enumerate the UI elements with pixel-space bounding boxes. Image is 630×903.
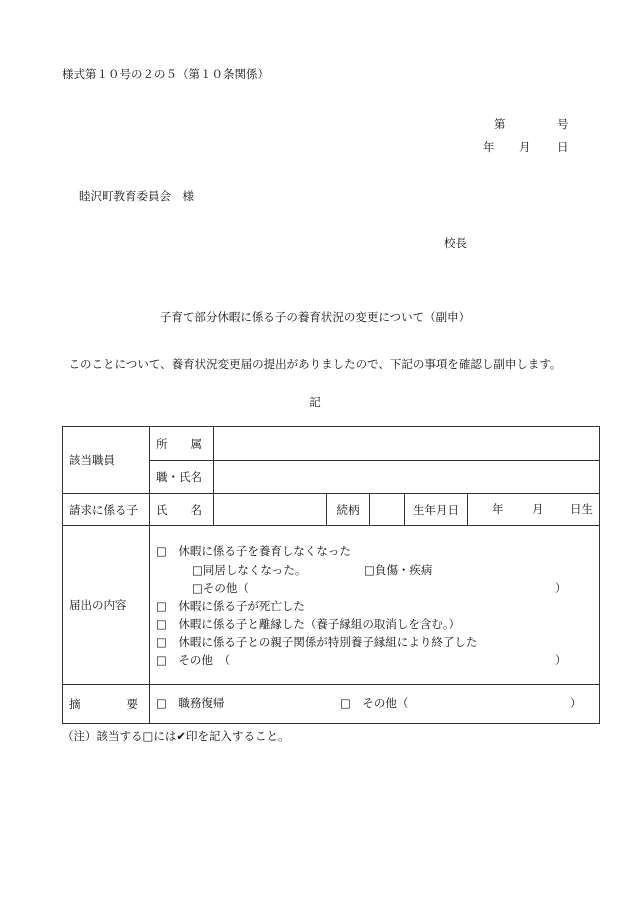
relation-field[interactable]: [370, 494, 405, 526]
footnote: （注）該当する□には✔印を記入すること。: [62, 729, 290, 743]
row-summary: [63, 685, 600, 724]
notice-content: [150, 526, 600, 685]
dob-year: 年: [492, 501, 504, 516]
notice-item-1[interactable]: □ 休暇に係る子を養育しなくなった: [156, 544, 351, 558]
dob-label: 生年月日: [405, 494, 468, 526]
dob-day: 日生: [570, 501, 593, 516]
notice-item-4[interactable]: □ 休暇に係る子との親子関係が特別養子縁組により終了した: [156, 635, 478, 649]
notice-item-1b[interactable]: □負傷・疾病: [364, 563, 433, 577]
summary-label: 摘 要: [69, 697, 138, 711]
dob-month: 月: [532, 501, 544, 516]
notice-item-1c-close: ）: [555, 581, 567, 595]
notice-item-2[interactable]: □ 休暇に係る子が死亡した: [156, 599, 305, 613]
principal-label: 校長: [444, 236, 467, 250]
date-month: 月: [519, 140, 531, 154]
body-text: このことについて、養育状況変更届の提出がありましたので、下記の事項を確認し副申します。: [68, 357, 562, 371]
row-child: [63, 494, 600, 526]
addressee: 睦沢町教育委員会 様: [79, 189, 194, 203]
summary-close-paren: ）: [570, 696, 582, 710]
child-label: 請求に係る子: [63, 494, 150, 526]
summary-return-option[interactable]: □ 職務復帰: [156, 696, 225, 710]
notice-label: 届出の内容: [69, 598, 127, 612]
form-id: 様式第１０号の２の５（第１０条関係）: [62, 67, 269, 81]
affiliation-label: 所 属: [150, 427, 214, 461]
summary-label-cell: [63, 685, 150, 724]
notice-item-5[interactable]: □ その他 （: [156, 653, 231, 667]
employee-label-cell: [63, 427, 150, 494]
number-prefix: 第: [494, 117, 506, 131]
date-year: 年: [483, 140, 495, 154]
position-label: 職・氏名: [150, 461, 214, 494]
position-field[interactable]: [214, 461, 600, 494]
form-table: [62, 426, 600, 724]
dob-field[interactable]: [468, 494, 600, 526]
relation-label: 続柄: [327, 494, 370, 526]
notice-item-5-close: ）: [555, 653, 567, 667]
summary-other-option[interactable]: □ その他（: [340, 696, 409, 710]
notice-label-cell: [63, 526, 150, 685]
employee-label: 該当職員: [69, 453, 115, 467]
notice-item-1a[interactable]: □同居しなくなった。: [192, 563, 307, 577]
row-notice: [63, 526, 600, 685]
affiliation-field[interactable]: [214, 427, 600, 461]
child-name-field[interactable]: [214, 494, 327, 526]
ki-heading: 記: [309, 395, 321, 409]
notice-item-3[interactable]: □ 休暇に係る子と離縁した（養子縁組の取消しを含む。）: [156, 617, 461, 631]
summary-content: [150, 685, 600, 724]
row-affiliation: [63, 427, 600, 461]
date-day: 日: [557, 140, 569, 154]
notice-item-1c[interactable]: □その他（: [192, 581, 249, 595]
document-title: 子育て部分休暇に係る子の養育状況の変更について（副申）: [159, 310, 471, 324]
child-name-label: 氏 名: [150, 494, 214, 526]
number-suffix: 号: [557, 117, 569, 131]
